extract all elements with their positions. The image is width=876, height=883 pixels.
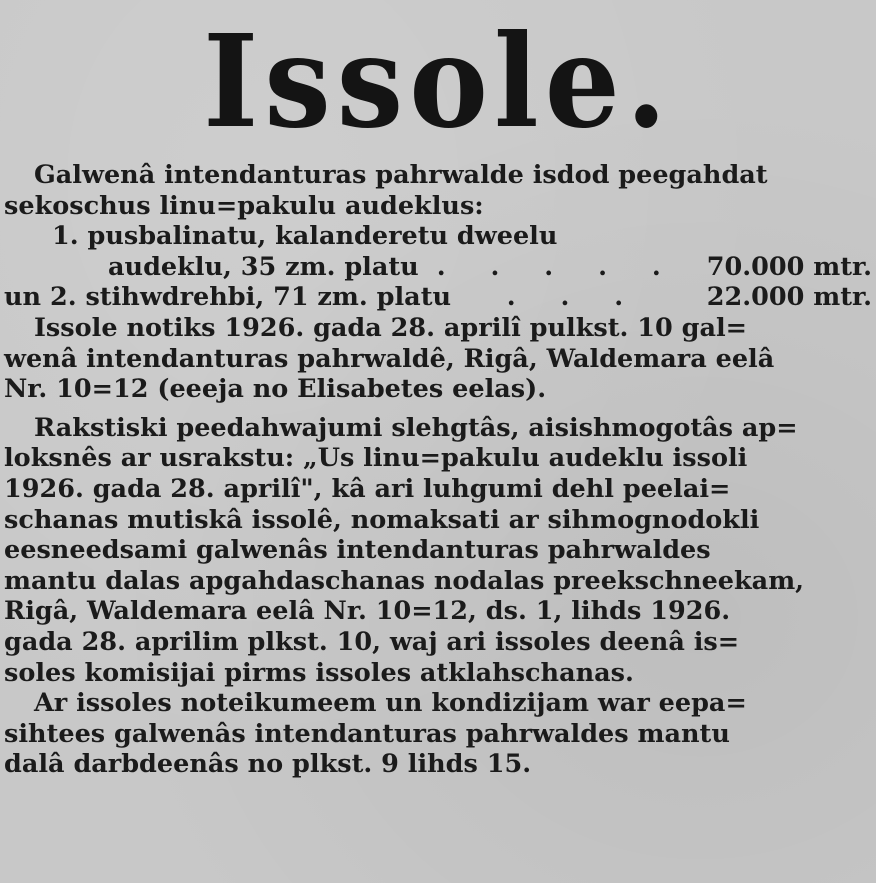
para-3-text-2: sihtees galwenâs intendanturas pahrwaldes mantu bbox=[4, 718, 730, 749]
item-1-line-1 bbox=[4, 221, 872, 252]
intro-line-1 bbox=[4, 160, 872, 191]
para-1-text-1: Issole notiks 1926. gada 28. aprilî pulkst. 10 gal= bbox=[34, 312, 748, 343]
para-2-line-3 bbox=[4, 474, 872, 505]
para-2-line-1 bbox=[4, 413, 872, 444]
para-2-text-1: Rakstiski peedahwajumi slehgtâs, aisishmogotâs ap= bbox=[34, 412, 798, 443]
intro-text-2: sekoschus linu=pakulu audeklus: bbox=[4, 190, 484, 221]
notice-body bbox=[4, 160, 872, 780]
para-1-line-2 bbox=[4, 344, 872, 375]
para-2-text-5: eesneedsami galwenâs intendanturas pahrwaldes bbox=[4, 535, 711, 566]
para-2-line-2 bbox=[4, 443, 872, 474]
para-3-text-1: Ar issoles noteikumeem un kondizijam war eepa= bbox=[34, 688, 747, 719]
para-2-text-9: soles komisijai pirms issoles atklahschanas. bbox=[4, 657, 634, 688]
paragraph-gap bbox=[4, 405, 872, 413]
para-2-text-4: schanas mutiskâ issolê, nomaksati ar sihmognodokli bbox=[4, 504, 760, 535]
item-1-title: 1. pusbalinatu, kalanderetu dweelu bbox=[52, 221, 558, 252]
para-1-text-2: wenâ intendanturas pahrwaldê, Rigâ, Waldemara eelâ bbox=[4, 343, 775, 374]
para-2-text-8: gada 28. aprilim plkst. 10, waj ari issoles deenâ is= bbox=[4, 626, 740, 657]
para-2-line-7 bbox=[4, 596, 872, 627]
item-1-dots: . . . . . bbox=[436, 251, 679, 282]
para-2-text-3: 1926. gada 28. aprilî", kâ ari luhgumi dehl peelai= bbox=[4, 473, 731, 504]
para-2-line-6 bbox=[4, 566, 872, 597]
item-2-label: un 2. stihwdrehbi, 71 zm. platu bbox=[4, 282, 452, 313]
para-2-text-2: loksnês ar usrakstu: „Us linu=pakulu audeklu issoli bbox=[4, 443, 748, 474]
para-1-text-3: Nr. 10=12 (eeeja no Elisabetes eelas). bbox=[4, 374, 547, 405]
para-1-line-3 bbox=[4, 374, 872, 405]
para-2-line-8 bbox=[4, 627, 872, 658]
para-3-text-3: dalâ darbdeenâs no plkst. 9 lihds 15. bbox=[4, 749, 532, 780]
item-1-line-2 bbox=[4, 252, 872, 283]
item-2-line bbox=[4, 282, 872, 313]
para-2-line-4 bbox=[4, 505, 872, 536]
intro-line-2 bbox=[4, 191, 872, 222]
para-2-text-6: mantu dalas apgahdaschanas nodalas preekschneekam, bbox=[4, 565, 805, 596]
para-2-line-5 bbox=[4, 535, 872, 566]
item-1-amount: 70.000 mtr. bbox=[706, 251, 872, 282]
para-3-line-3 bbox=[4, 749, 872, 780]
para-1-line-1 bbox=[4, 313, 872, 344]
headline: Issole. bbox=[203, 6, 673, 157]
item-2-amount: 22.000 mtr. bbox=[706, 282, 872, 313]
para-2-line-9 bbox=[4, 658, 872, 689]
para-3-line-2 bbox=[4, 719, 872, 750]
para-3-line-1 bbox=[4, 688, 872, 719]
item-2-dots: . . . bbox=[506, 282, 642, 313]
item-1-label: audeklu, 35 zm. platu bbox=[108, 251, 419, 282]
intro-text-1: Galwenâ intendanturas pahrwalde isdod peegahdat bbox=[34, 160, 768, 190]
para-2-text-7: Rigâ, Waldemara eelâ Nr. 10=12, ds. 1, lihds 1926. bbox=[4, 596, 731, 627]
